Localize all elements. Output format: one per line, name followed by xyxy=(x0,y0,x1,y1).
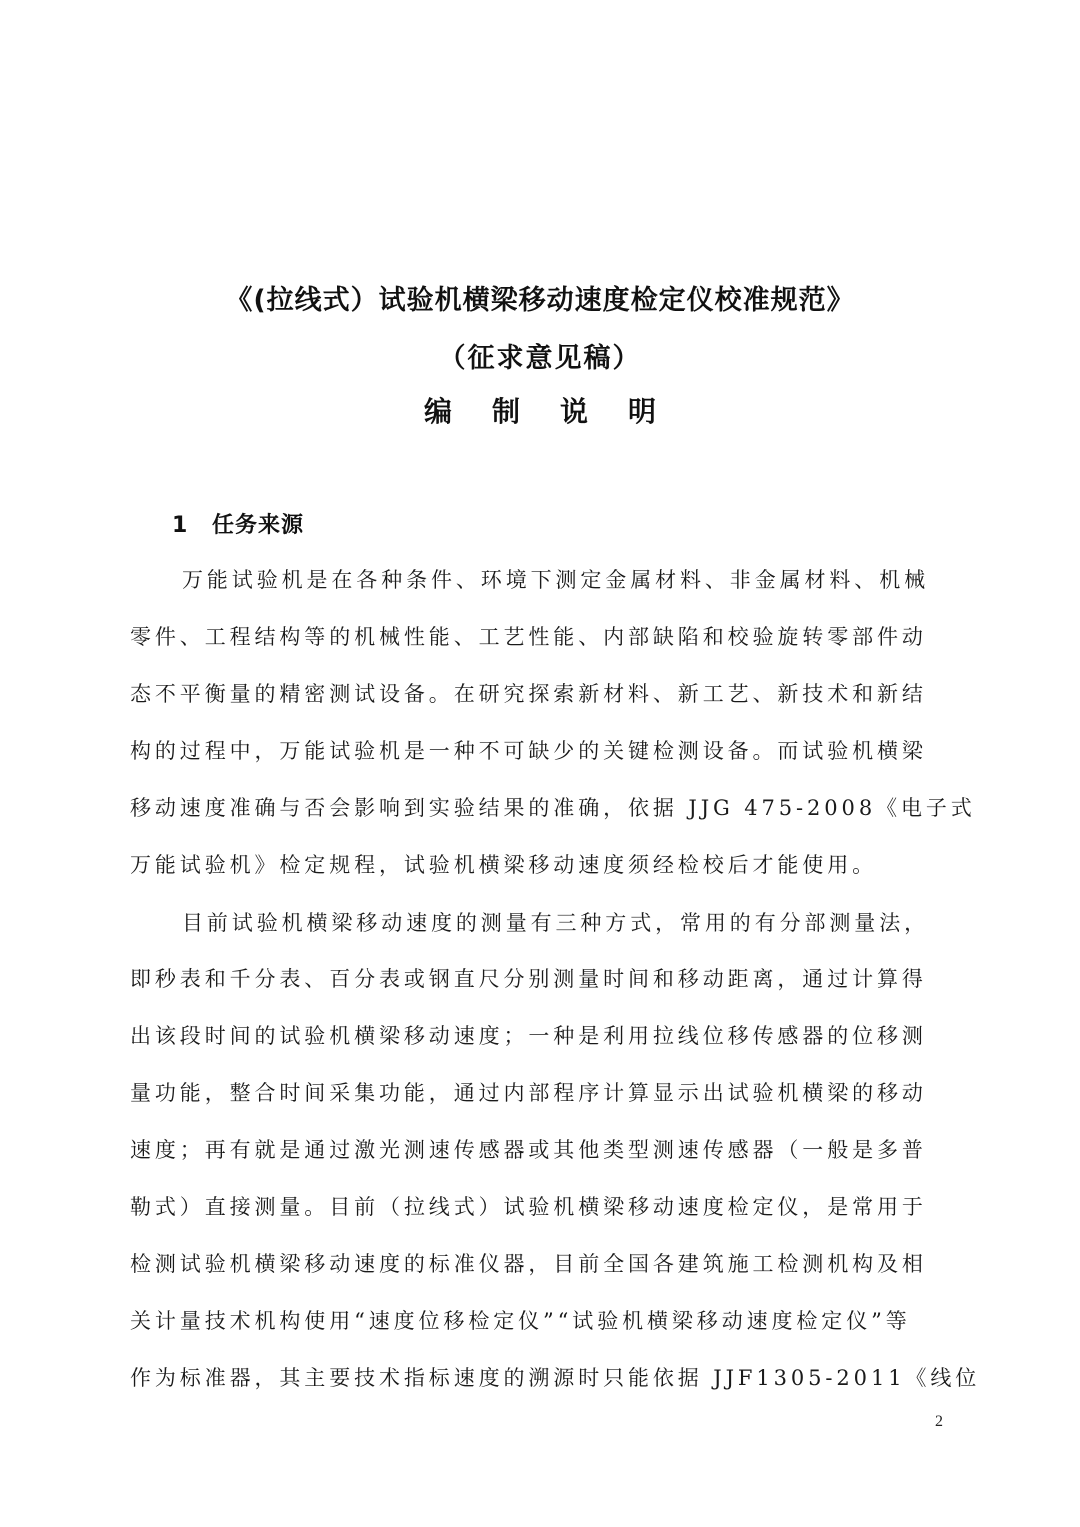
paragraph-line: 勒式）直接测量。目前（拉线式）试验机横梁移动速度检定仪，是常用于 xyxy=(130,1195,927,1219)
paragraph-line: 构的过程中，万能试验机是一种不可缺少的关键检测设备。而试验机横梁 xyxy=(130,739,927,763)
section-heading xyxy=(172,508,304,539)
section-title: 任务来源 xyxy=(212,513,305,538)
paragraph-line: 出该段时间的试验机横梁移动速度；一种是利用拉线位移传感器的位移测 xyxy=(130,1024,927,1048)
paragraph-line: 万能试验机》检定规程，试验机横梁移动速度须经检校后才能使用。 xyxy=(130,853,877,877)
document-title: 《(拉线式）试验机横梁移动速度检定仪校准规范》 xyxy=(225,285,855,316)
paragraph-line: 即秒表和千分表、百分表或钢直尺分别测量时间和移动距离，通过计算得 xyxy=(130,967,927,991)
paragraph-line: 万能试验机是在各种条件、环境下测定金属材料、非金属材料、机械 xyxy=(182,568,929,592)
paragraph-line: 态不平衡量的精密测试设备。在研究探索新材料、新工艺、新技术和新结 xyxy=(130,682,927,706)
document-subtitle: （征求意见稿） xyxy=(438,343,642,374)
paragraph-line: 作为标准器，其主要技术指标速度的溯源时只能依据 JJF1305-2011《线位 xyxy=(130,1366,981,1390)
paragraph-line: 量功能，整合时间采集功能，通过内部程序计算显示出试验机横梁的移动 xyxy=(130,1081,927,1105)
page-number: 2 xyxy=(935,1413,943,1430)
paragraph-line: 零件、工程结构等的机械性能、工艺性能、内部缺陷和校验旋转零部件动 xyxy=(130,625,927,649)
section-number: 1 xyxy=(172,513,189,538)
paragraph-line: 目前试验机横梁移动速度的测量有三种方式，常用的有分部测量法， xyxy=(182,911,929,935)
paragraph-line: 速度；再有就是通过激光测速传感器或其他类型测速传感器（一般是多普 xyxy=(130,1138,927,1162)
paragraph-line: 移动速度准确与否会影响到实验结果的准确，依据 JJG 475-2008《电子式 xyxy=(130,796,976,820)
paragraph-line: 关计量技术机构使用“速度位移检定仪”“试验机横梁移动速度检定仪”等 xyxy=(130,1309,911,1333)
document-heading: 编制说明 xyxy=(423,395,696,428)
paragraph-line: 检测试验机横梁移动速度的标准仪器，目前全国各建筑施工检测机构及相 xyxy=(130,1252,927,1276)
